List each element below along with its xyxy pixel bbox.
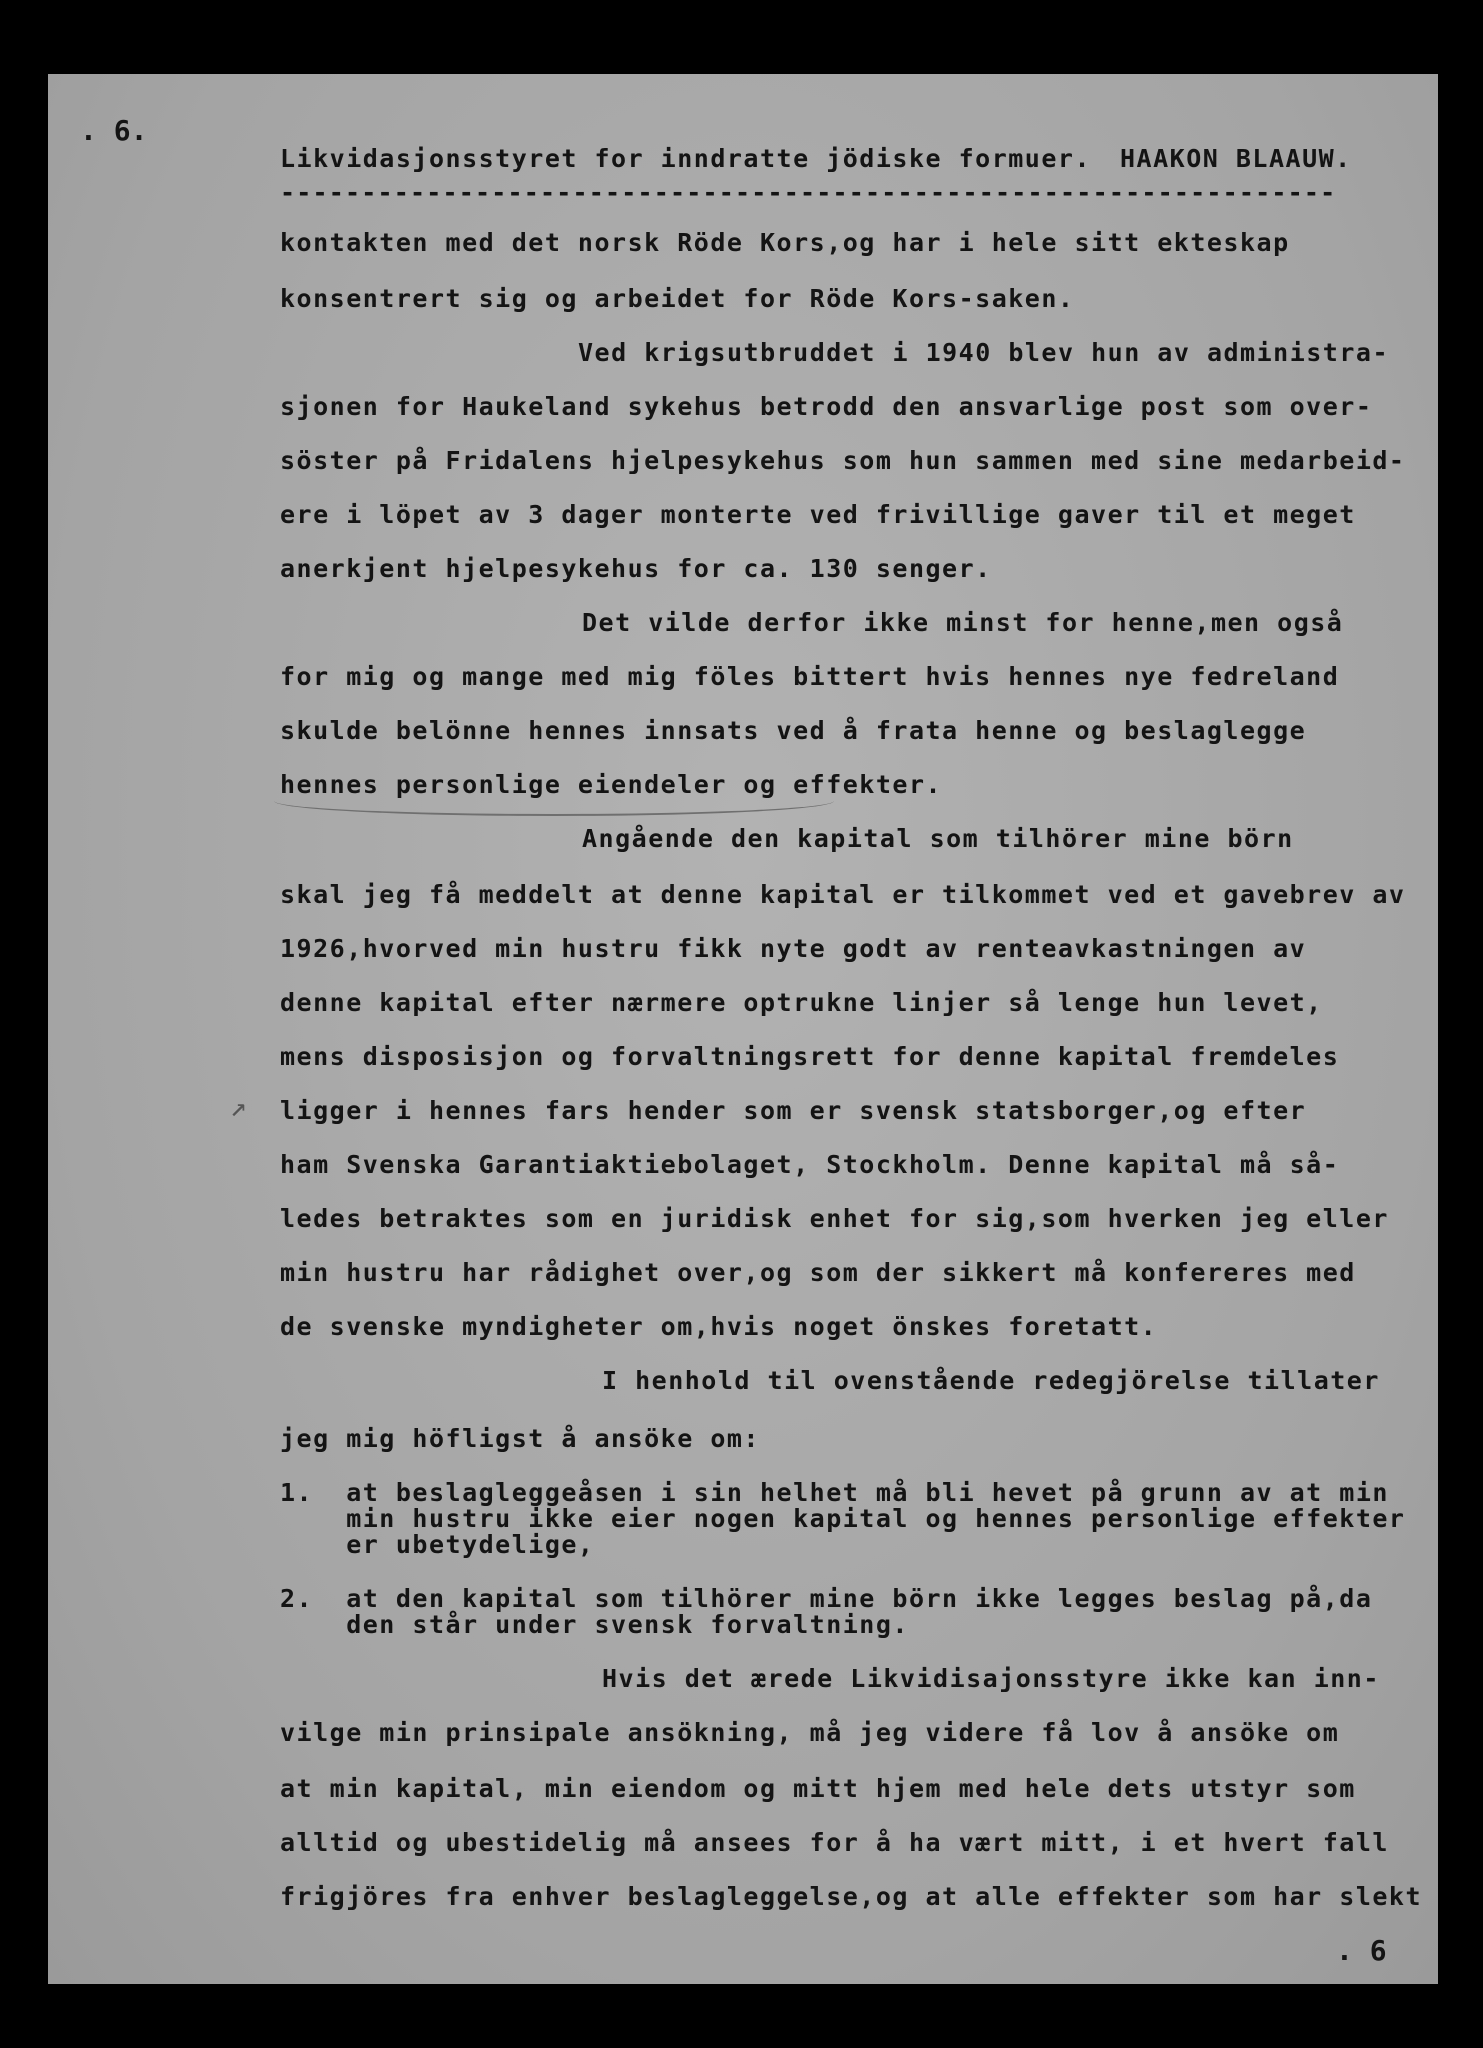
list-item-2-line-1: 2. at den kapital som tilhörer mine börn ikke legges beslag på,da — [280, 1584, 1373, 1613]
text-line: konsentrert sig og arbeidet for Röde Kors-saken. — [280, 284, 1075, 313]
text-line: anerkjent hjelpesykehus for ca. 130 senger. — [280, 554, 992, 583]
text-line: mens disposisjon og forvaltningsrett for denne kapital fremdeles — [280, 1042, 1340, 1071]
header-author: HAAKON BLAAUW. — [1120, 144, 1352, 173]
text-line: jeg mig höfligst å ansöke om: — [280, 1424, 760, 1453]
text-line: Ved krigsutbruddet i 1940 blev hun av administra- — [578, 338, 1390, 367]
list-item-1-line-2: min hustru ikke eier nogen kapital og hennes personlige effekter — [280, 1504, 1406, 1533]
list-item-1-line-3: er ubetydelige, — [280, 1530, 595, 1559]
text-line: frigjöres fra enhver beslagleggelse,og at alle effekter som har slekt — [280, 1882, 1423, 1911]
text-line: ledes betraktes som en juridisk enhet for sig,som hverken jeg eller — [280, 1204, 1389, 1233]
text-line: alltid og ubestidelig må ansees for å ha vært mitt, i et hvert fall — [280, 1828, 1389, 1857]
text-line: sjonen for Haukeland sykehus betrodd den ansvarlige post som over- — [280, 392, 1373, 421]
document-page — [48, 74, 1438, 1984]
margin-pencil-mark: ↗ — [230, 1090, 247, 1123]
header-rule: ----------------------------------------------------------------- — [280, 178, 1337, 207]
text-line: 1926,hvorved min hustru fikk nyte godt av renteavkastningen av — [280, 934, 1307, 963]
text-line: for mig og mange med mig föles bittert hvis hennes nye fedreland — [280, 662, 1340, 691]
text-line: kontakten med det norsk Röde Kors,og har i hele sitt ekteskap — [280, 228, 1290, 257]
text-line: de svenske myndigheter om,hvis noget önskes foretatt. — [280, 1312, 1158, 1341]
text-line: Angående den kapital som tilhörer mine börn — [582, 824, 1294, 853]
text-line: Det vilde derfor ikke minst for henne,men også — [582, 608, 1344, 637]
header-title: Likvidasjonsstyret for inndratte jödiske formuer. — [280, 144, 1092, 173]
text-line: söster på Fridalens hjelpesykehus som hun sammen med sine medarbeid- — [280, 446, 1406, 475]
text-line: min hustru har rådighet over,og som der sikkert må konfereres med — [280, 1258, 1356, 1287]
footer-page-mark: . 6 — [1336, 1934, 1387, 1967]
text-line: at min kapital, min eiendom og mitt hjem med hele dets utstyr som — [280, 1774, 1356, 1803]
list-item-1-line-1: 1. at beslagleggeåsen i sin helhet må bli hevet på grunn av at min — [280, 1478, 1389, 1507]
text-line: hennes personlige eiendeler og effekter. — [280, 770, 943, 799]
text-line: ligger i hennes fars hender som er svensk statsborger,og efter — [280, 1096, 1307, 1125]
text-line: denne kapital efter nærmere optrukne linjer så lenge hun levet, — [280, 988, 1323, 1017]
pencil-underline — [274, 786, 834, 816]
list-item-2-line-2: den står under svensk forvaltning. — [280, 1610, 909, 1639]
page-number-mark: . 6. — [80, 114, 148, 147]
text-line: I henhold til ovenstående redegjörelse tillater — [602, 1366, 1380, 1395]
text-line: skal jeg få meddelt at denne kapital er tilkommet ved et gavebrev av — [280, 880, 1406, 909]
text-line: skulde belönne hennes innsats ved å frata henne og beslaglegge — [280, 716, 1307, 745]
text-line: Hvis det ærede Likvidisajonsstyre ikke kan inn- — [602, 1664, 1380, 1693]
text-line: vilge min prinsipale ansökning, må jeg videre få lov å ansöke om — [280, 1718, 1340, 1747]
text-line: ham Svenska Garantiaktiebolaget, Stockholm. Denne kapital må så- — [280, 1150, 1340, 1179]
text-line: ere i löpet av 3 dager monterte ved frivillige gaver til et meget — [280, 500, 1356, 529]
